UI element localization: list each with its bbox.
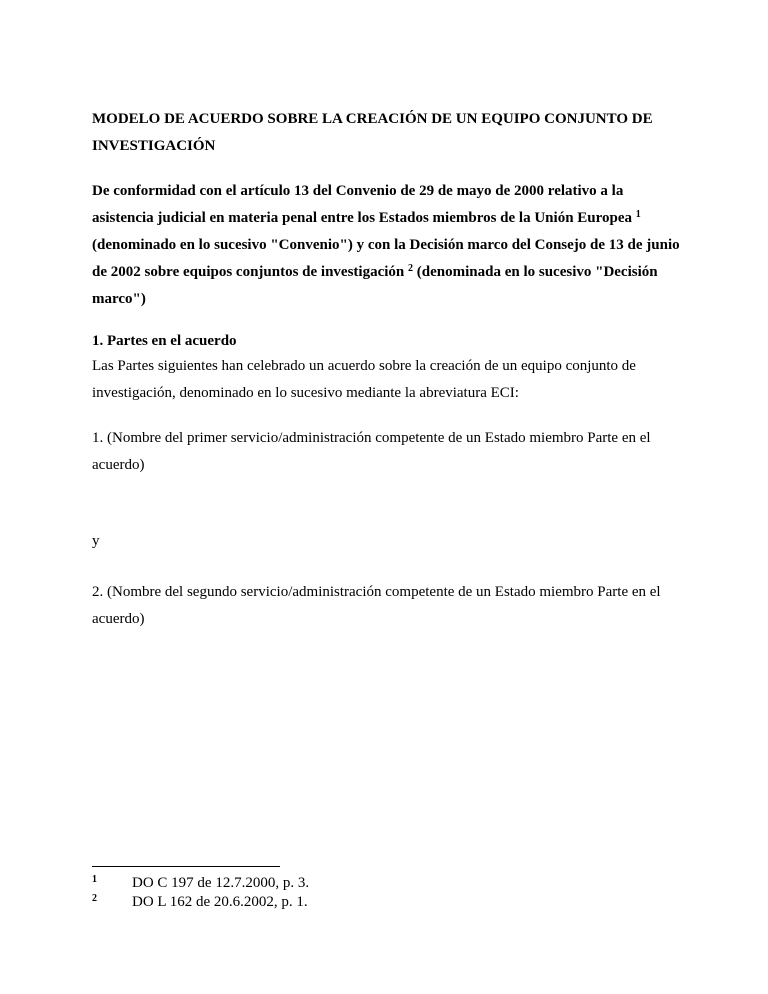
- footnote-divider: [92, 866, 280, 867]
- document-title: MODELO DE ACUERDO SOBRE LA CREACIÓN DE UN EQUIPO CONJUNTO DE INVESTIGACIÓN: [92, 111, 653, 154]
- footnote-2: [92, 892, 592, 912]
- section-intro: Las Partes siguientes han celebrado un acuerdo sobre la creación de un equipo conjunto de investigación, denominado en lo sucesivo mediante la abreviatura ECI:: [92, 358, 636, 401]
- footnote-text: DO L 162 de 20.6.2002, p. 1.: [132, 894, 308, 910]
- footnote-1: [92, 873, 592, 893]
- preamble-text-3: (denominada en lo sucesivo "Decisión marco"): [92, 264, 658, 307]
- party-1: 1. (Nombre del primer servicio/administración competente de un Estado miembro Parte en el acuerdo): [92, 430, 651, 473]
- party-2: 2. (Nombre del segundo servicio/administración competente de un Estado miembro Parte en el acuerdo): [92, 584, 661, 627]
- footnote-ref-2[interactable]: 2: [408, 263, 414, 274]
- footnote-number: 2: [92, 893, 97, 904]
- preamble: [92, 178, 682, 313]
- conjunction: y: [92, 533, 100, 549]
- footnote-number: 1: [92, 874, 97, 885]
- preamble-text-1: De conformidad con el artículo 13 del Convenio de 29 de mayo de 2000 relativo a la asistencia judicial en materia penal entre los Estados miembros de la Unión Europea: [92, 183, 633, 226]
- preamble-text-2: (denominado en lo sucesivo "Convenio") y con la Decisión marco del Consejo de 13 de junio de 2002 sobre equipos conjuntos de investigación: [92, 237, 680, 280]
- footnote-text: DO C 197 de 12.7.2000, p. 3.: [132, 875, 310, 891]
- section-heading: 1. Partes en el acuerdo: [92, 333, 237, 349]
- footnote-ref-1[interactable]: 1: [635, 209, 641, 220]
